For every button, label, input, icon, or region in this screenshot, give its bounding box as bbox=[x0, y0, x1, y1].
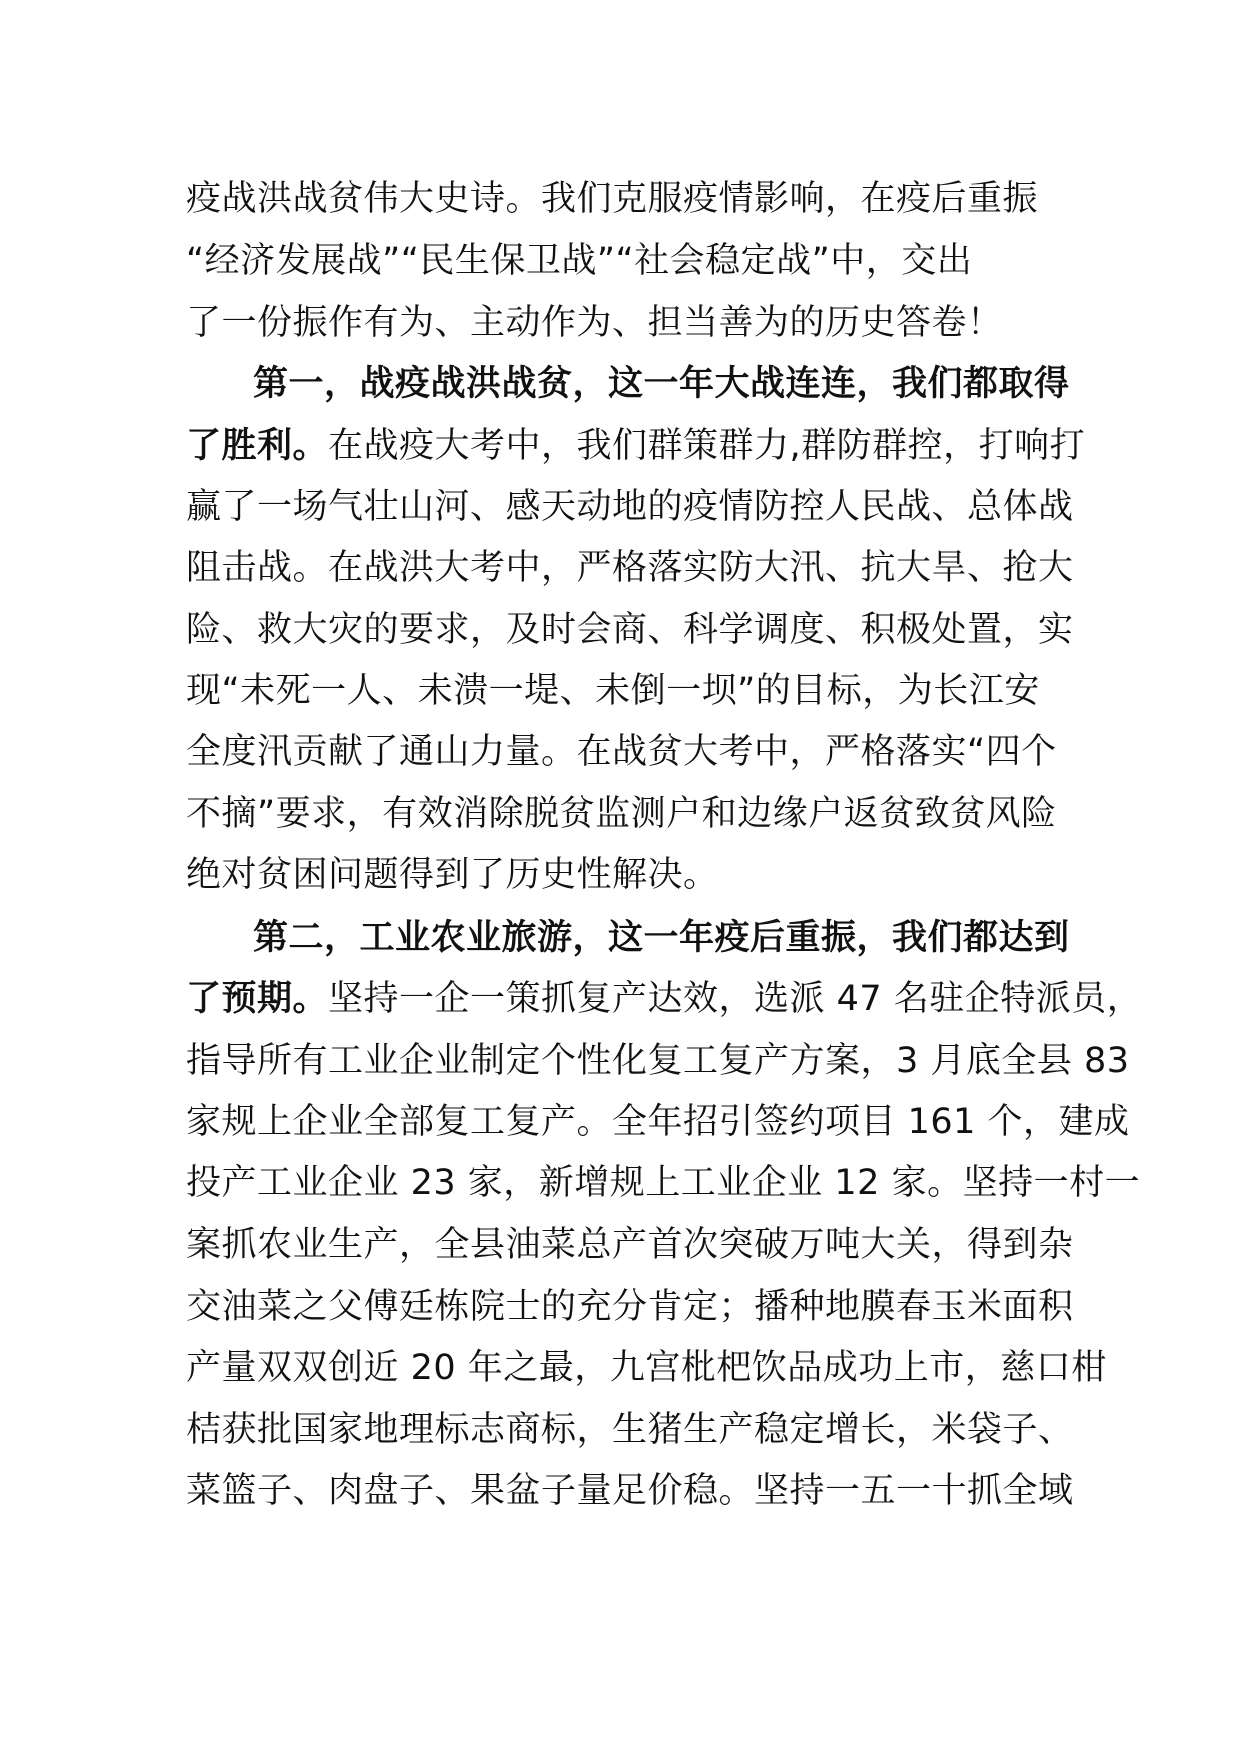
body-text: 指导所有工业企业制定个性化复工复产方案，3 月底全县 83 bbox=[186, 1041, 1130, 1081]
paragraph-line bbox=[186, 1152, 1141, 1214]
paragraph-line bbox=[186, 168, 1076, 230]
paragraph-line bbox=[186, 844, 1076, 906]
body-text: 了一份振作有为、主动作为、担当善为的历史答卷！ bbox=[186, 303, 1003, 343]
paragraph-line bbox=[186, 476, 1076, 538]
paragraph-line bbox=[186, 1214, 1076, 1276]
paragraph-line bbox=[186, 1399, 1076, 1461]
body-text: 桔获批国家地理标志商标，生猪生产稳定增长，米袋子、 bbox=[186, 1410, 1074, 1450]
paragraph-line bbox=[186, 537, 1076, 599]
body-text: 产量双双创近 20 年之最，九宫枇杷饮品成功上市，慈口柑 bbox=[186, 1348, 1107, 1388]
paragraph-line bbox=[186, 1460, 1076, 1522]
body-text: 在战疫大考中，我们群策群力,群防群控，打响打 bbox=[328, 426, 1086, 466]
body-text: 全度汛贡献了通山力量。在战贫大考中，严格落实“四个 bbox=[186, 732, 1057, 772]
paragraph-line bbox=[186, 1276, 1076, 1338]
paragraph-line bbox=[186, 721, 1076, 783]
body-text: 赢了一场气壮山河、感天动地的疫情防控人民战、总体战 bbox=[186, 487, 1074, 527]
body-text: 疫战洪战贫伟大史诗。我们克服疫情影响，在疫后重振 bbox=[186, 179, 1039, 219]
body-text: 投产工业企业 23 家，新增规上工业企业 12 家。坚持一村一 bbox=[186, 1163, 1141, 1203]
section-heading-text: 第二，工业农业旅游，这一年疫后重振，我们都达到 bbox=[253, 918, 1070, 958]
body-text: 阻击战。在战洪大考中，严格落实防大汛、抗大旱、抢大 bbox=[186, 548, 1074, 588]
body-text: “经济发展战”“民生保卫战”“社会稳定战”中，交出 bbox=[186, 241, 973, 281]
paragraph-line bbox=[186, 230, 1076, 292]
section-heading-text: 了预期。 bbox=[186, 979, 329, 1019]
body-text: 绝对贫困问题得到了历史性解决。 bbox=[186, 855, 719, 895]
paragraph-line bbox=[186, 1337, 1107, 1399]
section-heading-line bbox=[253, 353, 1076, 415]
body-text: 坚持一企一策抓复产达效，选派 47 名驻企特派员， bbox=[328, 979, 1143, 1019]
paragraph-line bbox=[186, 783, 1076, 845]
section-heading-text: 了胜利。 bbox=[186, 426, 329, 466]
paragraph-line bbox=[186, 599, 1076, 661]
paragraph-line bbox=[186, 660, 1076, 722]
section-heading-text: 第一，战疫战洪战贫，这一年大战连连，我们都取得 bbox=[253, 364, 1070, 404]
paragraph-line bbox=[186, 415, 1086, 477]
body-text: 现“未死一人、未溃一堤、未倒一坝”的目标，为长江安 bbox=[186, 671, 1040, 711]
paragraph-line bbox=[186, 292, 1076, 354]
body-text: 不摘”要求，有效消除脱贫监测户和边缘户返贫致贫风险 bbox=[186, 794, 1057, 834]
paragraph-line bbox=[186, 1030, 1130, 1092]
paragraph-line bbox=[186, 968, 1143, 1030]
paragraph-line bbox=[186, 1091, 1130, 1153]
body-text: 险、救大灾的要求，及时会商、科学调度、积极处置，实 bbox=[186, 610, 1074, 650]
body-text: 菜篮子、肉盘子、果盆子量足价稳。坚持一五一十抓全域 bbox=[186, 1471, 1074, 1511]
body-text: 案抓农业生产，全县油菜总产首次突破万吨大关，得到杂 bbox=[186, 1225, 1074, 1265]
body-text: 家规上企业全部复工复产。全年招引签约项目 161 个，建成 bbox=[186, 1102, 1130, 1142]
section-heading-line bbox=[253, 907, 1076, 969]
body-text: 交油菜之父傅廷栋院士的充分肯定；播种地膜春玉米面积 bbox=[186, 1287, 1074, 1327]
